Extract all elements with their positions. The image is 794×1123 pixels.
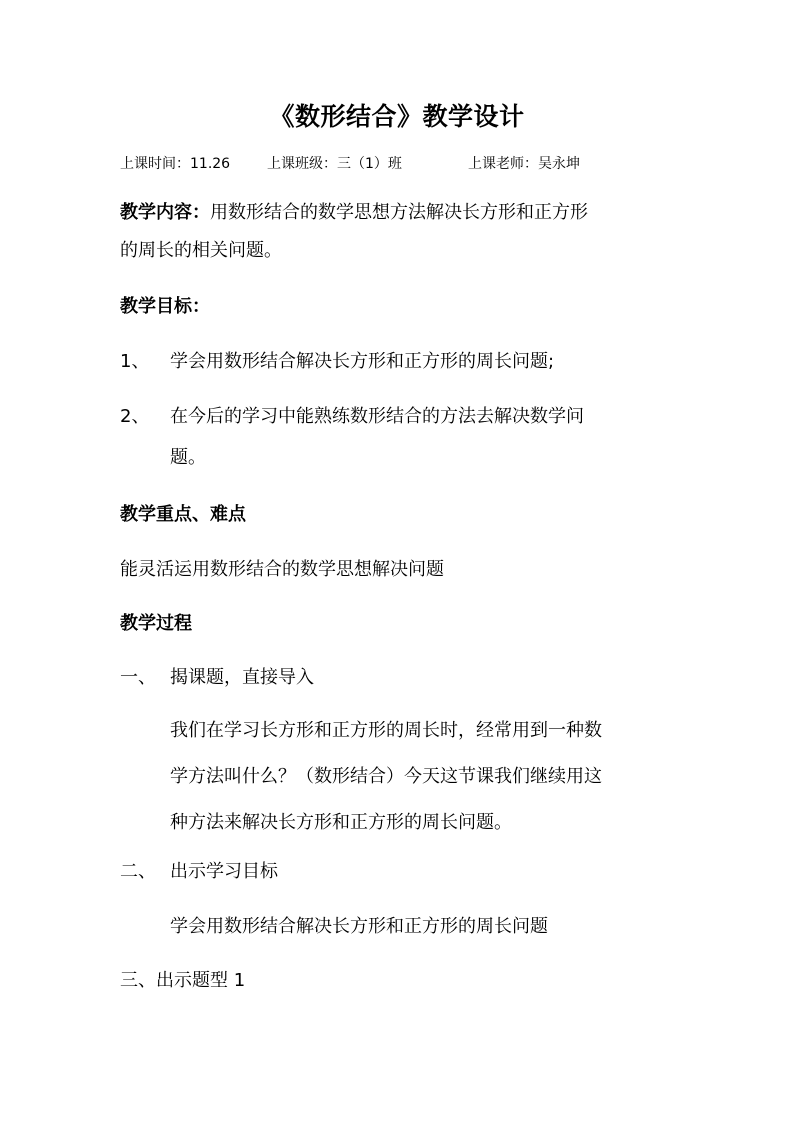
step1-number: 一、 — [120, 667, 156, 688]
key-points-heading: 教学重点、难点 — [120, 504, 246, 525]
step2-text: 学会用数形结合解决长方形和正方形的周长问题 — [170, 916, 548, 937]
step1-line-3: 种方法来解决长方形和正方形的周长问题。 — [170, 812, 512, 833]
step2-number: 二、 — [120, 861, 156, 882]
objective-text-2b: 题。 — [170, 447, 206, 468]
key-points-text: 能灵活运用数形结合的数学思想解决问题 — [120, 559, 444, 580]
objective-number-2: 2、 — [120, 406, 150, 427]
objective-text-2a: 在今后的学习中能熟练数形结合的方法去解决数学问 — [170, 406, 584, 427]
step1-line-2: 学方法叫什么？（数形结合）今天这节课我们继续用这 — [170, 766, 602, 787]
content-line-1 — [120, 198, 588, 228]
step2-title: 出示学习目标 — [170, 861, 278, 882]
lesson-time: 上课时间：11.26 — [120, 156, 231, 172]
step1-title: 揭课题，直接导入 — [170, 667, 314, 688]
content-text-2: 的周长的相关问题。 — [120, 240, 282, 261]
lesson-class: 上课班级：三（1）班 — [267, 156, 402, 172]
objective-number-1: 1、 — [120, 351, 150, 372]
document-title: 《数形结合》教学设计 — [269, 102, 525, 131]
content-label: 教学内容： — [120, 202, 210, 223]
objective-text-1: 学会用数形结合解决长方形和正方形的周长问题; — [170, 351, 555, 372]
objectives-heading: 教学目标： — [120, 296, 210, 317]
step3-label: 三、出示题型 1 — [120, 970, 246, 991]
lesson-teacher: 上课老师：吴永坤 — [468, 156, 580, 172]
content-text-1: 用数形结合的数学思想方法解决长方形和正方形 — [210, 202, 588, 223]
process-heading: 教学过程 — [120, 613, 192, 634]
step1-body — [170, 708, 680, 846]
step1-line-1: 我们在学习长方形和正方形的周长时，经常用到一种数 — [170, 720, 602, 741]
